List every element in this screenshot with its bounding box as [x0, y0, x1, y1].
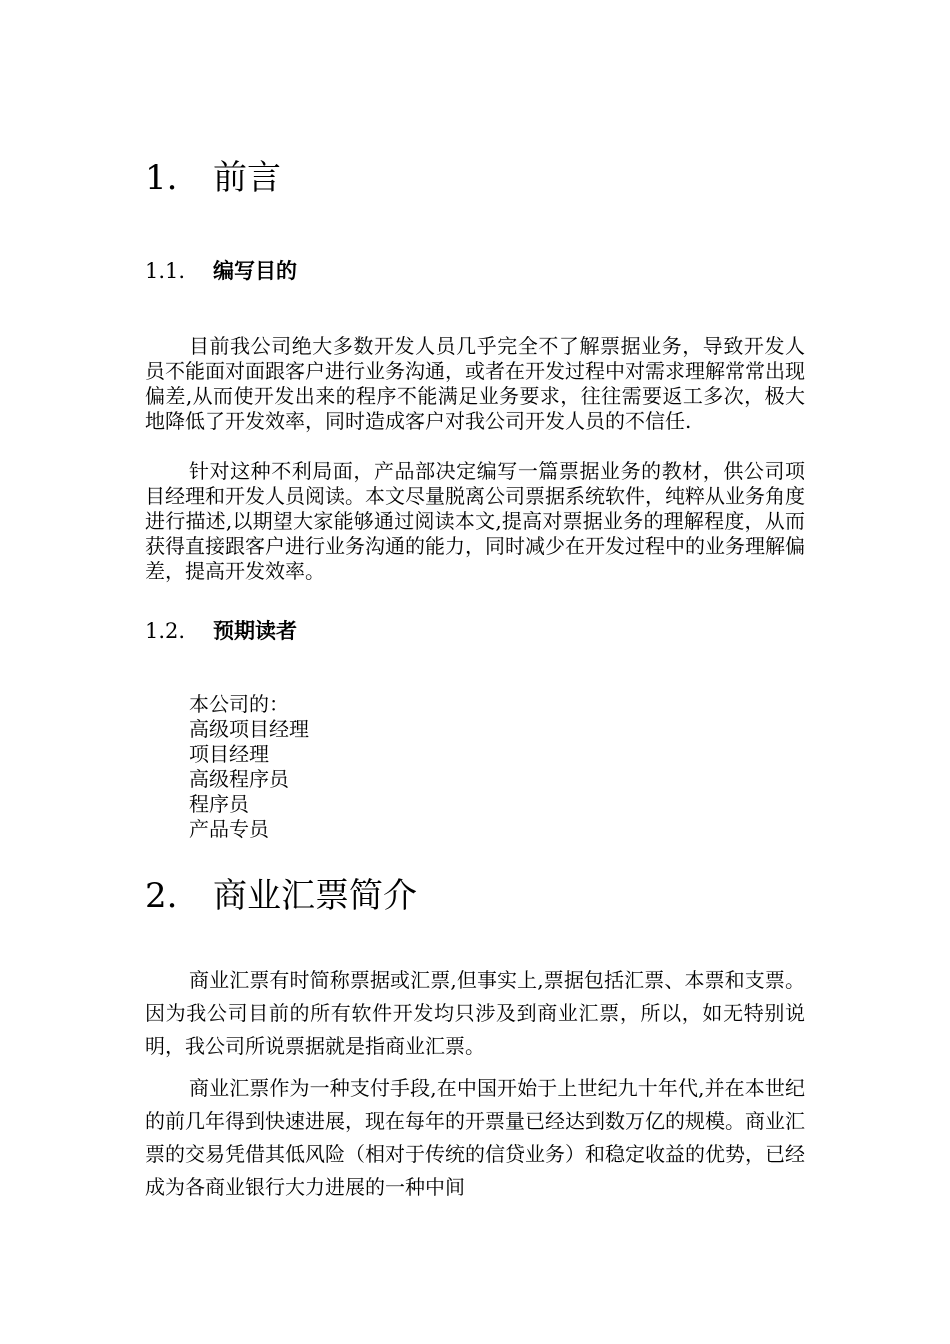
subsection-title: 编写目的 [213, 258, 297, 283]
list-item: 产品专员 [189, 817, 269, 841]
subsection-number: 1.2. [145, 619, 186, 643]
reader-list [189, 692, 309, 842]
subsection-heading [145, 258, 297, 284]
paragraph: 目前我公司绝大多数开发人员几乎完全不了解票据业务，导致开发人员不能面对面跟客户进行业务沟通，或者在开发过程中对需求理解常常出现偏差,从而使开发出来的程序不能满足业务要求，往往需要返工多次，极大地降低了开发效率，同时造成客户对我公司开发人员的不信任. [145, 334, 805, 433]
list-item: 本公司的： [189, 692, 289, 716]
list-item: 项目经理 [189, 742, 269, 766]
subsection-heading [145, 618, 297, 644]
list-item: 高级程序员 [189, 767, 289, 791]
section-number: 2. [145, 876, 178, 916]
section-title: 商业汇票简介 [213, 876, 417, 916]
paragraph: 商业汇票有时简称票据或汇票,但事实上,票据包括汇票、本票和支票。因为我公司目前的所有软件开发均只涉及到商业汇票，所以，如无特别说明，我公司所说票据就是指商业汇票。 [145, 968, 805, 1058]
section-number: 1. [145, 158, 178, 198]
section-heading [145, 158, 281, 198]
paragraph: 商业汇票作为一种支付手段,在中国开始于上世纪九十年代,并在本世纪的前几年得到快速进展，现在每年的开票量已经达到数万亿的规模。商业汇票的交易凭借其低风险（相对于传统的信贷业务）和稳定收益的优势，已经成为各商业银行大力进展的一种中间 [145, 1076, 805, 1199]
subsection-number: 1.1. [145, 259, 186, 283]
subsection-title: 预期读者 [213, 618, 297, 643]
list-item: 程序员 [189, 792, 249, 816]
paragraph: 针对这种不利局面，产品部决定编写一篇票据业务的教材，供公司项目经理和开发人员阅读。本文尽量脱离公司票据系统软件，纯粹从业务角度进行描述,以期望大家能够通过阅读本文,提高对票据业务的理解程度，从而获得直接跟客户进行业务沟通的能力，同时减少在开发过程中的业务理解偏差，提高开发效率。 [145, 459, 805, 583]
section-title: 前言 [213, 158, 281, 198]
list-item: 高级项目经理 [189, 717, 309, 741]
section-heading [145, 876, 417, 916]
